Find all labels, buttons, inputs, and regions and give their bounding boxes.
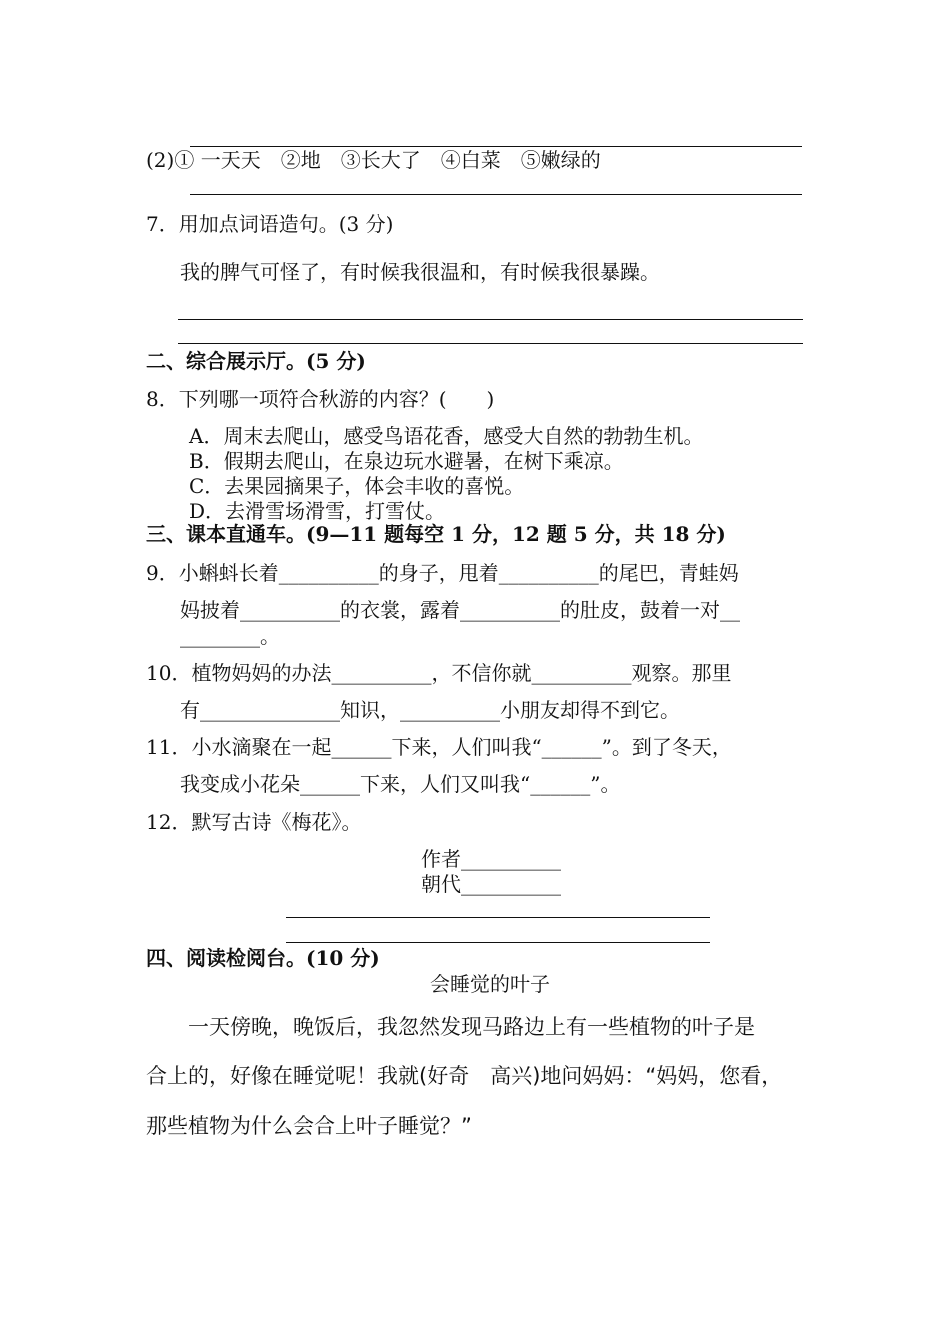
- q6-part2-words: ① 一天天 ②地 ③长大了 ④白菜 ⑤嫩绿的: [174, 148, 601, 172]
- reading-paragraph-line-1: 一天傍晚，晚饭后，我忽然发现马路边上有一些植物的叶子是: [188, 1015, 755, 1039]
- q9-line-1: 9．小蝌蚪长着__________的身子，甩着__________的尾巴，青蛙妈: [146, 561, 739, 585]
- section2-heading: 二、综合展示厅。(5 分): [146, 349, 366, 373]
- poem-line: [286, 942, 710, 943]
- answer-line: [178, 343, 803, 344]
- q8-option-a: A．周末去爬山，感受鸟语花香，感受大自然的勃勃生机。: [189, 424, 704, 448]
- q12-title: 12．默写古诗《梅花》。: [146, 810, 362, 834]
- q6-part2-label: (2): [146, 148, 175, 172]
- q11-line-2: 我变成小花朵______下来，人们又叫我“______”。: [180, 772, 621, 796]
- reading-title: 会睡觉的叶子: [430, 972, 550, 996]
- reading-paragraph-line-2: 合上的，好像在睡觉呢！我就(好奇 高兴)地问妈妈：“妈妈，您看，: [146, 1064, 783, 1088]
- answer-line: [190, 194, 802, 195]
- q12-author: 作者__________: [421, 847, 561, 871]
- reading-paragraph-line-3: 那些植物为什么会合上叶子睡觉？”: [146, 1114, 472, 1138]
- q9-line-2: 妈披着__________的衣裳，露着__________的肚皮，鼓着一对__: [180, 598, 740, 622]
- q8-option-b: B．假期去爬山，在泉边玩水避暑，在树下乘凉。: [189, 449, 624, 473]
- answer-line: [178, 319, 803, 320]
- q9-line-3: ________。: [180, 624, 280, 648]
- q6-part2: [146, 148, 601, 172]
- q8-option-d: D．去滑雪场滑雪，打雪仗。: [189, 499, 446, 523]
- q8-title: 8．下列哪一项符合秋游的内容？( ): [146, 387, 495, 411]
- q8-option-c: C．去果园摘果子，体会丰收的喜悦。: [189, 474, 525, 498]
- q11-line-1: 11．小水滴聚在一起______下来，人们叫我“______”。到了冬天，: [146, 735, 732, 759]
- q12-dynasty: 朝代__________: [421, 872, 561, 896]
- poem-line: [286, 917, 710, 918]
- answer-line: [190, 146, 802, 147]
- section3-heading: 三、课本直通车。(9—11 题每空 1 分，12 题 5 分，共 18 分): [146, 522, 726, 546]
- section4-heading: 四、阅读检阅台。(10 分): [146, 946, 380, 970]
- q10-line-2: 有______________知识，__________小朋友却得不到它。: [180, 698, 680, 722]
- q10-line-1: 10．植物妈妈的办法__________，不信你就__________观察。那里: [146, 661, 732, 685]
- q7-title: 7．用加点词语造句。(3 分): [146, 212, 394, 236]
- q7-sentence: 我的脾气可怪了，有时候我很温和，有时候我很暴躁。: [180, 260, 660, 284]
